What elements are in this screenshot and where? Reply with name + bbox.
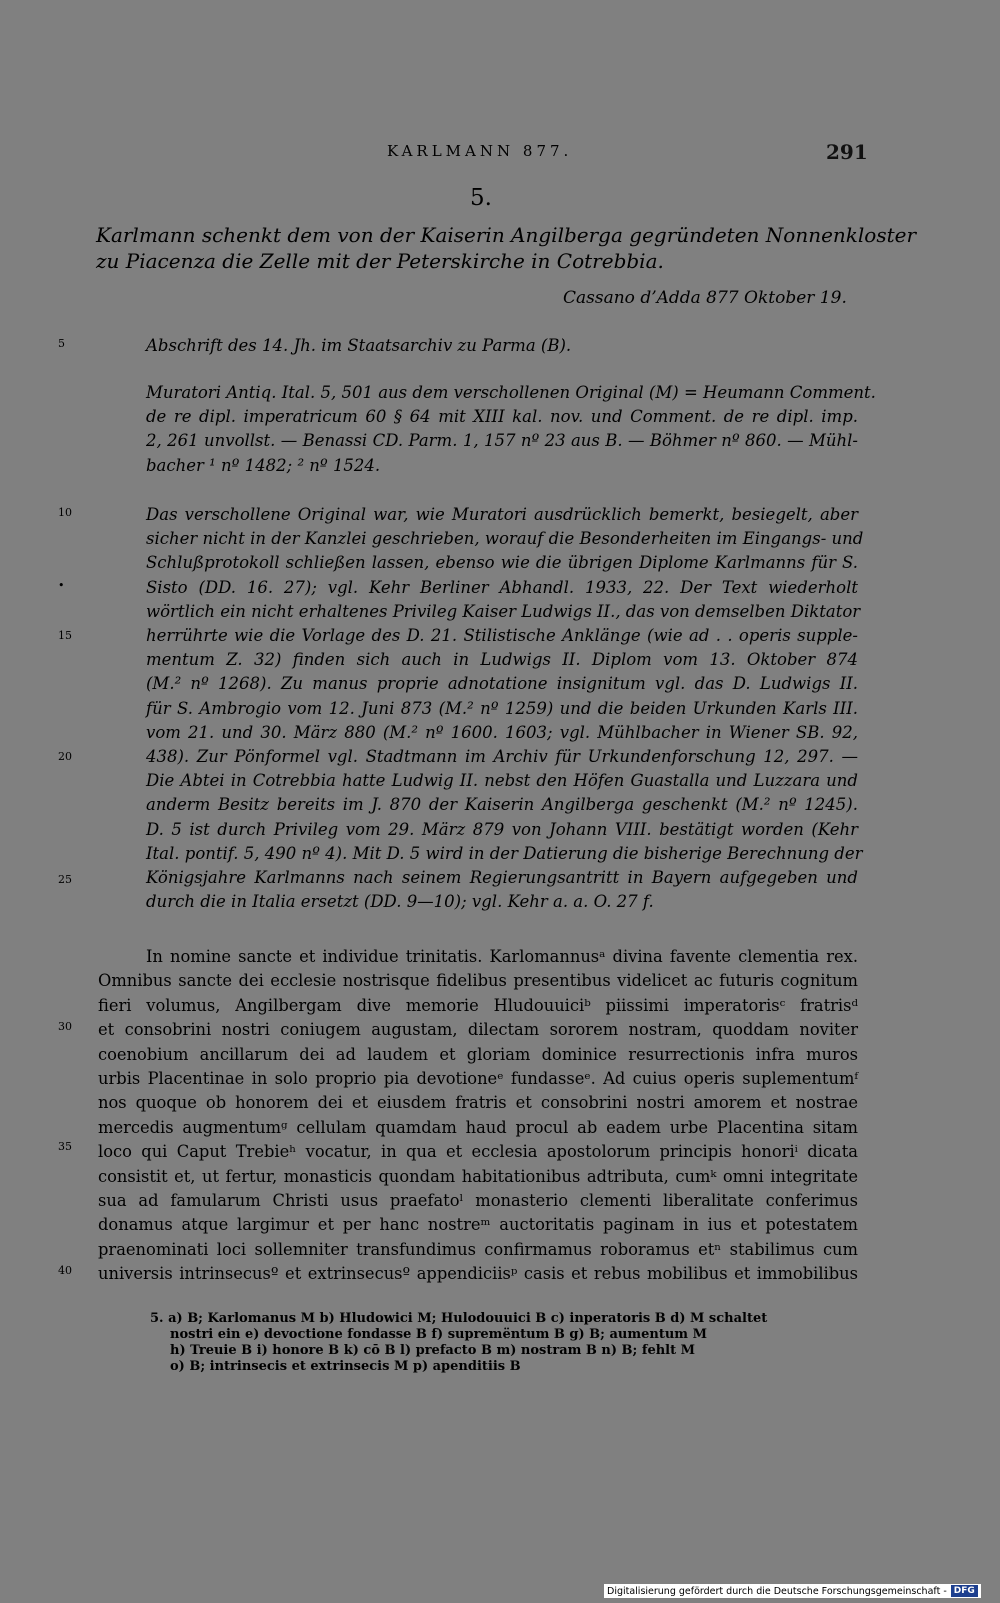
commentary-line: Das verschollene Original war, wie Muratori ausdrücklich bemerkt, besiegelt, aber: [146, 505, 858, 524]
commentary-line: wörtlich ein nicht erhaltenes Privileg Kaiser Ludwigs II., das von demselben Diktator: [146, 601, 861, 621]
commentary-line: (M.² nº 1268). Zu manus proprie adnotatione insignitum vgl. das D. Ludwigs II.: [146, 674, 858, 694]
margin-line-number: •: [58, 579, 65, 592]
running-title: KARLMANN 877.: [387, 142, 573, 160]
heading-line: Karlmann schenkt dem von der Kaiserin Angilberga gegründeten Nonnenkloster: [96, 223, 917, 247]
commentary-line: sicher nicht in der Kanzlei geschrieben, worauf die Besonderheiten im Eingangs- und: [146, 529, 864, 549]
margin-line-number: 15: [58, 629, 72, 642]
text-line: praenominati loci sollemniter transfundimus confirmamus roboramus etⁿ stabilimus cum: [98, 1239, 858, 1259]
text-line: et consobrini nostri coniugem augustam, dilectam sororem nostram, quoddam noviter: [98, 1020, 858, 1040]
source-line: Abschrift des 14. Jh. im Staatsarchiv zu Parma (B).: [146, 336, 572, 355]
text-line: donamus atque largimur et per hanc nostreᵐ auctoritatis paginam in ius et potestatem: [98, 1215, 858, 1235]
text-line: fieri volumus, Angilbergam dive memorie Hludouuiciᵇ piissimi imperatorisᶜ fratrisᵈ: [98, 995, 858, 1015]
commentary-line: D. 5 ist durch Privileg vom 29. März 879 von Johann VIII. bestätigt worden (Kehr: [146, 819, 858, 839]
commentary-line: 438). Zur Pönformel vgl. Stadtmann im Archiv für Urkundenforschung 12, 297. —: [146, 747, 858, 767]
heading-line: zu Piacenza die Zelle mit der Peterskirche in Cotrebbia.: [96, 249, 664, 273]
editions-line: de re dipl. imperatricum 60 § 64 mit XIII kal. nov. und Comment. de re dipl. imp.: [146, 407, 858, 427]
text-line: loco qui Caput Trebieʰ vocatur, in qua et ecclesia apostolorum principis honoriⁱ dicata: [98, 1142, 858, 1162]
text-line: urbis Placentinae in solo proprio pia devotioneᵉ fundasseᵉ. Ad cuius operis suplementumᶠ: [98, 1069, 858, 1089]
document-number: 5.: [470, 185, 492, 211]
text-line: Omnibus sancte dei ecclesie nostrisque fidelibus presentibus videlicet ac futuris cognitum: [98, 971, 858, 991]
margin-line-number: 5: [58, 337, 65, 350]
commentary-line: Sisto (DD. 16. 27); vgl. Kehr Berliner Abhandl. 1933, 22. Der Text wiederholt: [146, 577, 858, 597]
text-line: coenobium ancillarum dei ad laudem et gloriam dominice resurrectionis infra muros: [98, 1044, 858, 1064]
editions-line: bacher ¹ nº 1482; ² nº 1524.: [146, 455, 381, 475]
commentary-line: herrührte wie die Vorlage des D. 21. Stilistische Anklänge (wie ad . . operis supple-: [146, 626, 858, 646]
charter-text: [98, 945, 858, 1287]
text-line: consistit et, ut fertur, monasticis quondam habitationibus adtributa, cumᵏ omni integritate: [98, 1166, 858, 1186]
commentary-line: für S. Ambrogio vom 12. Juni 873 (M.² nº 1259) und die beiden Urkunden Karls III.: [146, 698, 858, 718]
commentary-line: anderm Besitz bereits im J. 870 der Kaiserin Angilberga geschenkt (M.² nº 1245).: [146, 795, 858, 815]
digitization-footer: [604, 1584, 981, 1598]
margin-line-number: 35: [58, 1140, 72, 1153]
footnote-line: o) B; intrinsecis et extrinsecis M p) apenditiis B: [170, 1359, 521, 1374]
text-line: mercedis augmentumᵍ cellulam quamdam haud procul ab eadem urbe Placentina sitam: [98, 1117, 858, 1137]
margin-line-number: 30: [58, 1020, 72, 1033]
apparatus-source: [146, 334, 858, 358]
apparatus-commentary: [146, 503, 864, 914]
document-heading: [96, 222, 917, 274]
footnotes: [150, 1311, 858, 1375]
margin-line-number: 20: [58, 750, 72, 763]
footnote-line: h) Treuie B i) honore B k) cō B l) prefacto B m) nostram B n) B; fehlt M: [170, 1343, 696, 1358]
footnote-line: nostri ein e) devoctione fondasse B f) supremëntum B g) B; aumentum M: [170, 1327, 707, 1342]
commentary-line: Schlußprotokoll schließen lassen, ebenso wie die übrigen Diplome Karlmanns für S.: [146, 553, 858, 573]
dfg-logo-icon: DFG: [951, 1585, 978, 1597]
date-place: Cassano d’Adda 877 Oktober 19.: [563, 288, 847, 308]
footnote-line: 5. a) B; Karlomanus M b) Hludowici M; Hulodouuici B c) inperatoris B d) M schaltet: [150, 1311, 768, 1326]
commentary-line: Ital. pontif. 5, 490 nº 4). Mit D. 5 wird in der Datierung die bisherige Berechnung der: [146, 843, 863, 863]
commentary-line: durch die in Italia ersetzt (DD. 9—10); vgl. Kehr a. a. O. 27 f.: [146, 892, 654, 912]
commentary-line: Königsjahre Karlmanns nach seinem Regierungsantritt in Bayern aufgegeben und: [146, 868, 858, 888]
margin-line-number: 10: [58, 506, 72, 519]
footer-text: Digitalisierung gefördert durch die Deutsche Forschungsgemeinschaft -: [607, 1585, 947, 1597]
text-line: universis intrinsecusº et extrinsecusº appendiciisᵖ casis et rebus mobilibus et immobilibus: [98, 1264, 858, 1284]
margin-line-number: 25: [58, 873, 72, 886]
apparatus-editions: [146, 381, 876, 478]
margin-line-number: 40: [58, 1264, 72, 1277]
commentary-line: Die Abtei in Cotrebbia hatte Ludwig II. nebst den Höfen Guastalla und Luzzara und: [146, 771, 858, 791]
page-number: 291: [826, 140, 868, 164]
editions-line: 2, 261 unvollst. — Benassi CD. Parm. 1, 157 nº 23 aus B. — Böhmer nº 860. — Mühl-: [146, 431, 858, 451]
running-head: [0, 140, 1000, 164]
text-line: nos quoque ob honorem dei et eiusdem fratris et consobrini nostri amorem et nostrae: [98, 1093, 858, 1113]
commentary-line: mentum Z. 32) finden sich auch in Ludwigs II. Diplom vom 13. Oktober 874: [146, 650, 858, 670]
commentary-line: vom 21. und 30. März 880 (M.² nº 1600. 1603; vgl. Mühlbacher in Wiener SB. 92,: [146, 722, 858, 742]
text-line: sua ad famularum Christi usus praefatoˡ monasterio clementi liberalitate conferimus: [98, 1191, 858, 1211]
editions-line: Muratori Antiq. Ital. 5, 501 aus dem verschollenen Original (M) = Heumann Comment.: [146, 383, 876, 402]
text-line: In nomine sancte et individue trinitatis. Karlomannusᵃ divina favente clementia rex.: [146, 947, 858, 966]
